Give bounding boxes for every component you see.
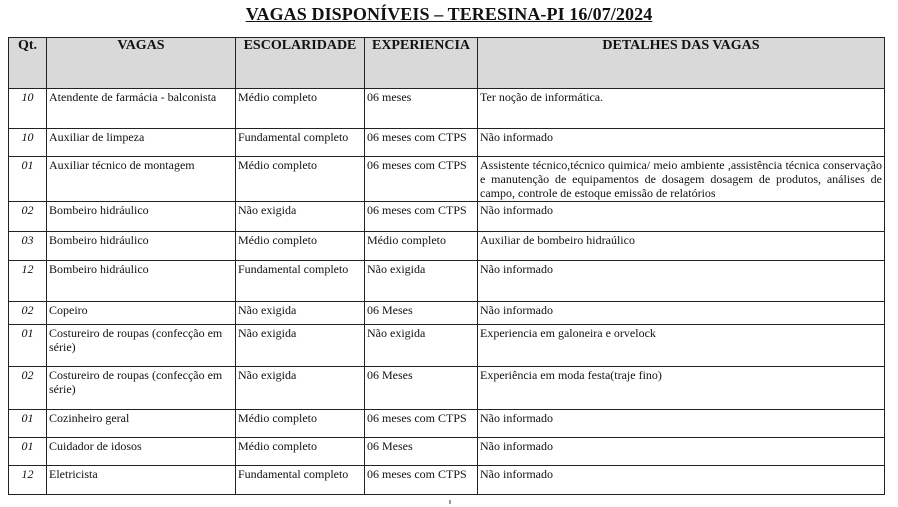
cell-detalhes: Não informado <box>478 302 885 325</box>
cell-escolaridade: Não exigida <box>236 202 365 232</box>
table-row <box>9 302 885 325</box>
table-row <box>9 325 885 367</box>
cell-qt: 02 <box>9 302 47 325</box>
cell-escolaridade: Médio completo <box>236 232 365 261</box>
cell-detalhes: Não informado <box>478 129 885 157</box>
cell-qt: 01 <box>9 157 47 202</box>
cell-escolaridade: Não exigida <box>236 325 365 367</box>
cell-detalhes: Experiencia em galoneira e orvelock <box>478 325 885 367</box>
table-row <box>9 466 885 495</box>
table-row <box>9 410 885 438</box>
cell-detalhes: Experiência em moda festa(traje fino) <box>478 367 885 410</box>
cell-detalhes: Não informado <box>478 202 885 232</box>
cell-escolaridade: Fundamental completo <box>236 466 365 495</box>
cell-escolaridade: Médio completo <box>236 438 365 466</box>
cell-escolaridade: Médio completo <box>236 89 365 129</box>
cell-qt: 02 <box>9 367 47 410</box>
table-row <box>9 129 885 157</box>
cell-qt: 10 <box>9 89 47 129</box>
document-title: VAGAS DISPONÍVEIS – TERESINA-PI 16/07/2024 <box>245 4 653 24</box>
cell-vaga: Costureiro de roupas (confecção em série) <box>47 367 236 410</box>
cell-escolaridade: Fundamental completo <box>236 261 365 302</box>
cell-qt: 01 <box>9 410 47 438</box>
header-detalhes: DETALHES DAS VAGAS <box>478 38 885 89</box>
cell-experiencia: 06 meses <box>365 89 478 129</box>
cell-escolaridade: Médio completo <box>236 410 365 438</box>
cell-detalhes: Não informado <box>478 261 885 302</box>
cell-qt: 12 <box>9 261 47 302</box>
table-row <box>9 157 885 202</box>
cell-vaga: Costureiro de roupas (confecção em série) <box>47 325 236 367</box>
cell-experiencia: 06 meses com CTPS <box>365 410 478 438</box>
cell-vaga: Auxiliar técnico de montagem <box>47 157 236 202</box>
cell-detalhes: Auxiliar de bombeiro hidraúlico <box>478 232 885 261</box>
cell-detalhes: Não informado <box>478 466 885 495</box>
cell-vaga: Bombeiro hidráulico <box>47 232 236 261</box>
table-header-row <box>9 38 885 89</box>
table-row <box>9 202 885 232</box>
cell-experiencia: Não exigida <box>365 261 478 302</box>
cell-experiencia: 06 Meses <box>365 302 478 325</box>
cell-vaga: Bombeiro hidráulico <box>47 261 236 302</box>
cell-vaga: Copeiro <box>47 302 236 325</box>
cell-detalhes: Ter noção de informática. <box>478 89 885 129</box>
cell-experiencia: 06 Meses <box>365 367 478 410</box>
cell-detalhes: Não informado <box>478 438 885 466</box>
cell-vaga: Auxiliar de limpeza <box>47 129 236 157</box>
cell-vaga: Bombeiro hidráulico <box>47 202 236 232</box>
cell-qt: 01 <box>9 325 47 367</box>
table-row <box>9 261 885 302</box>
cell-experiencia: Médio completo <box>365 232 478 261</box>
header-experiencia: EXPERIENCIA <box>365 38 478 89</box>
header-qt: Qt. <box>9 38 47 89</box>
table-row <box>9 232 885 261</box>
cell-escolaridade: Não exigida <box>236 302 365 325</box>
cell-experiencia: 06 meses com CTPS <box>365 202 478 232</box>
cell-qt: 01 <box>9 438 47 466</box>
cell-escolaridade: Médio completo <box>236 157 365 202</box>
cell-experiencia: 06 meses com CTPS <box>365 129 478 157</box>
vagas-table <box>8 37 885 495</box>
cell-qt: 02 <box>9 202 47 232</box>
cell-vaga: Cozinheiro geral <box>47 410 236 438</box>
table-row <box>9 438 885 466</box>
table-row <box>9 367 885 410</box>
cell-experiencia: 06 meses com CTPS <box>365 466 478 495</box>
cell-qt: 03 <box>9 232 47 261</box>
cell-detalhes: Assistente técnico,técnico quimica/ meio ambiente ,assistência técnica conservação e manutenção de equipamentos de dosagem dosagem de produtos, análises de campo, controle de estoque emissão de relatórios <box>478 157 885 202</box>
cell-experiencia: 06 Meses <box>365 438 478 466</box>
table-row <box>9 89 885 129</box>
cell-experiencia: Não exigida <box>365 325 478 367</box>
cell-vaga: Atendente de farmácia - balconista <box>47 89 236 129</box>
cell-qt: 10 <box>9 129 47 157</box>
cell-detalhes: Não informado <box>478 410 885 438</box>
header-vagas: VAGAS <box>47 38 236 89</box>
cell-vaga: Cuidador de idosos <box>47 438 236 466</box>
header-escolaridade: ESCOLARIDADE <box>236 38 365 89</box>
cell-vaga: Eletricista <box>47 466 236 495</box>
scan-mark <box>449 500 451 504</box>
cell-experiencia: 06 meses com CTPS <box>365 157 478 202</box>
cell-escolaridade: Fundamental completo <box>236 129 365 157</box>
cell-qt: 12 <box>9 466 47 495</box>
cell-escolaridade: Não exigida <box>236 367 365 410</box>
